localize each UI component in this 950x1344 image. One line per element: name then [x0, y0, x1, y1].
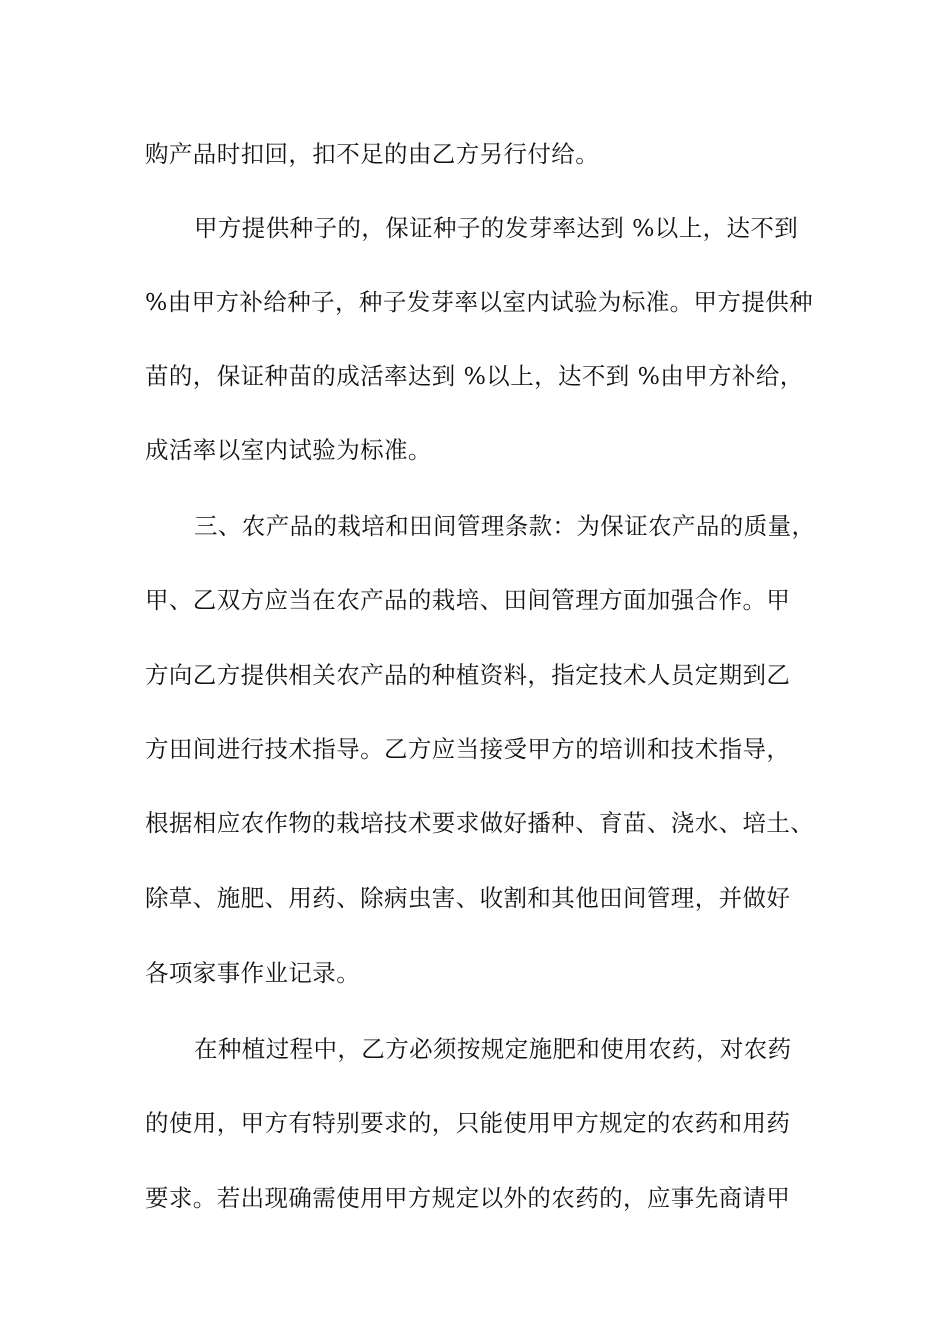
text-line: 各项家事作业记录。 [145, 959, 361, 987]
text-line: 苗的，保证种苗的成活率达到 %以上，达不到 %由甲方补给， [145, 362, 804, 390]
text-line: %由甲方补给种子，种子发芽率以室内试验为标准。甲方提供种 [145, 288, 814, 316]
text-line: 甲、乙双方应当在农产品的栽培、田间管理方面加强合作。甲 [145, 586, 791, 614]
text-line: 的使用，甲方有特别要求的，只能使用甲方规定的农药和用药 [145, 1109, 791, 1137]
section-heading-line: 三、农产品的栽培和田间管理条款：为保证农产品的质量， [194, 512, 816, 540]
paragraph-start-line: 在种植过程中，乙方必须按规定施肥和使用农药，对农药 [194, 1035, 792, 1063]
text-line: 购产品时扣回，扣不足的由乙方另行付给。 [145, 140, 600, 168]
paragraph-start-line: 甲方提供种子的，保证种子的发芽率达到 %以上，达不到 [194, 214, 799, 242]
text-line: 要求。若出现确需使用甲方规定以外的农药的，应事先商请甲 [145, 1184, 791, 1212]
text-line: 方向乙方提供相关农产品的种植资料，指定技术人员定期到乙 [145, 661, 791, 689]
text-line: 成活率以室内试验为标准。 [145, 436, 432, 464]
text-line: 根据相应农作物的栽培技术要求做好播种、育苗、浇水、培土、 [145, 809, 815, 837]
text-line: 方田间进行技术指导。乙方应当接受甲方的培训和技术指导， [145, 735, 791, 763]
text-line: 除草、施肥、用药、除病虫害、收割和其他田间管理，并做好 [145, 884, 791, 912]
